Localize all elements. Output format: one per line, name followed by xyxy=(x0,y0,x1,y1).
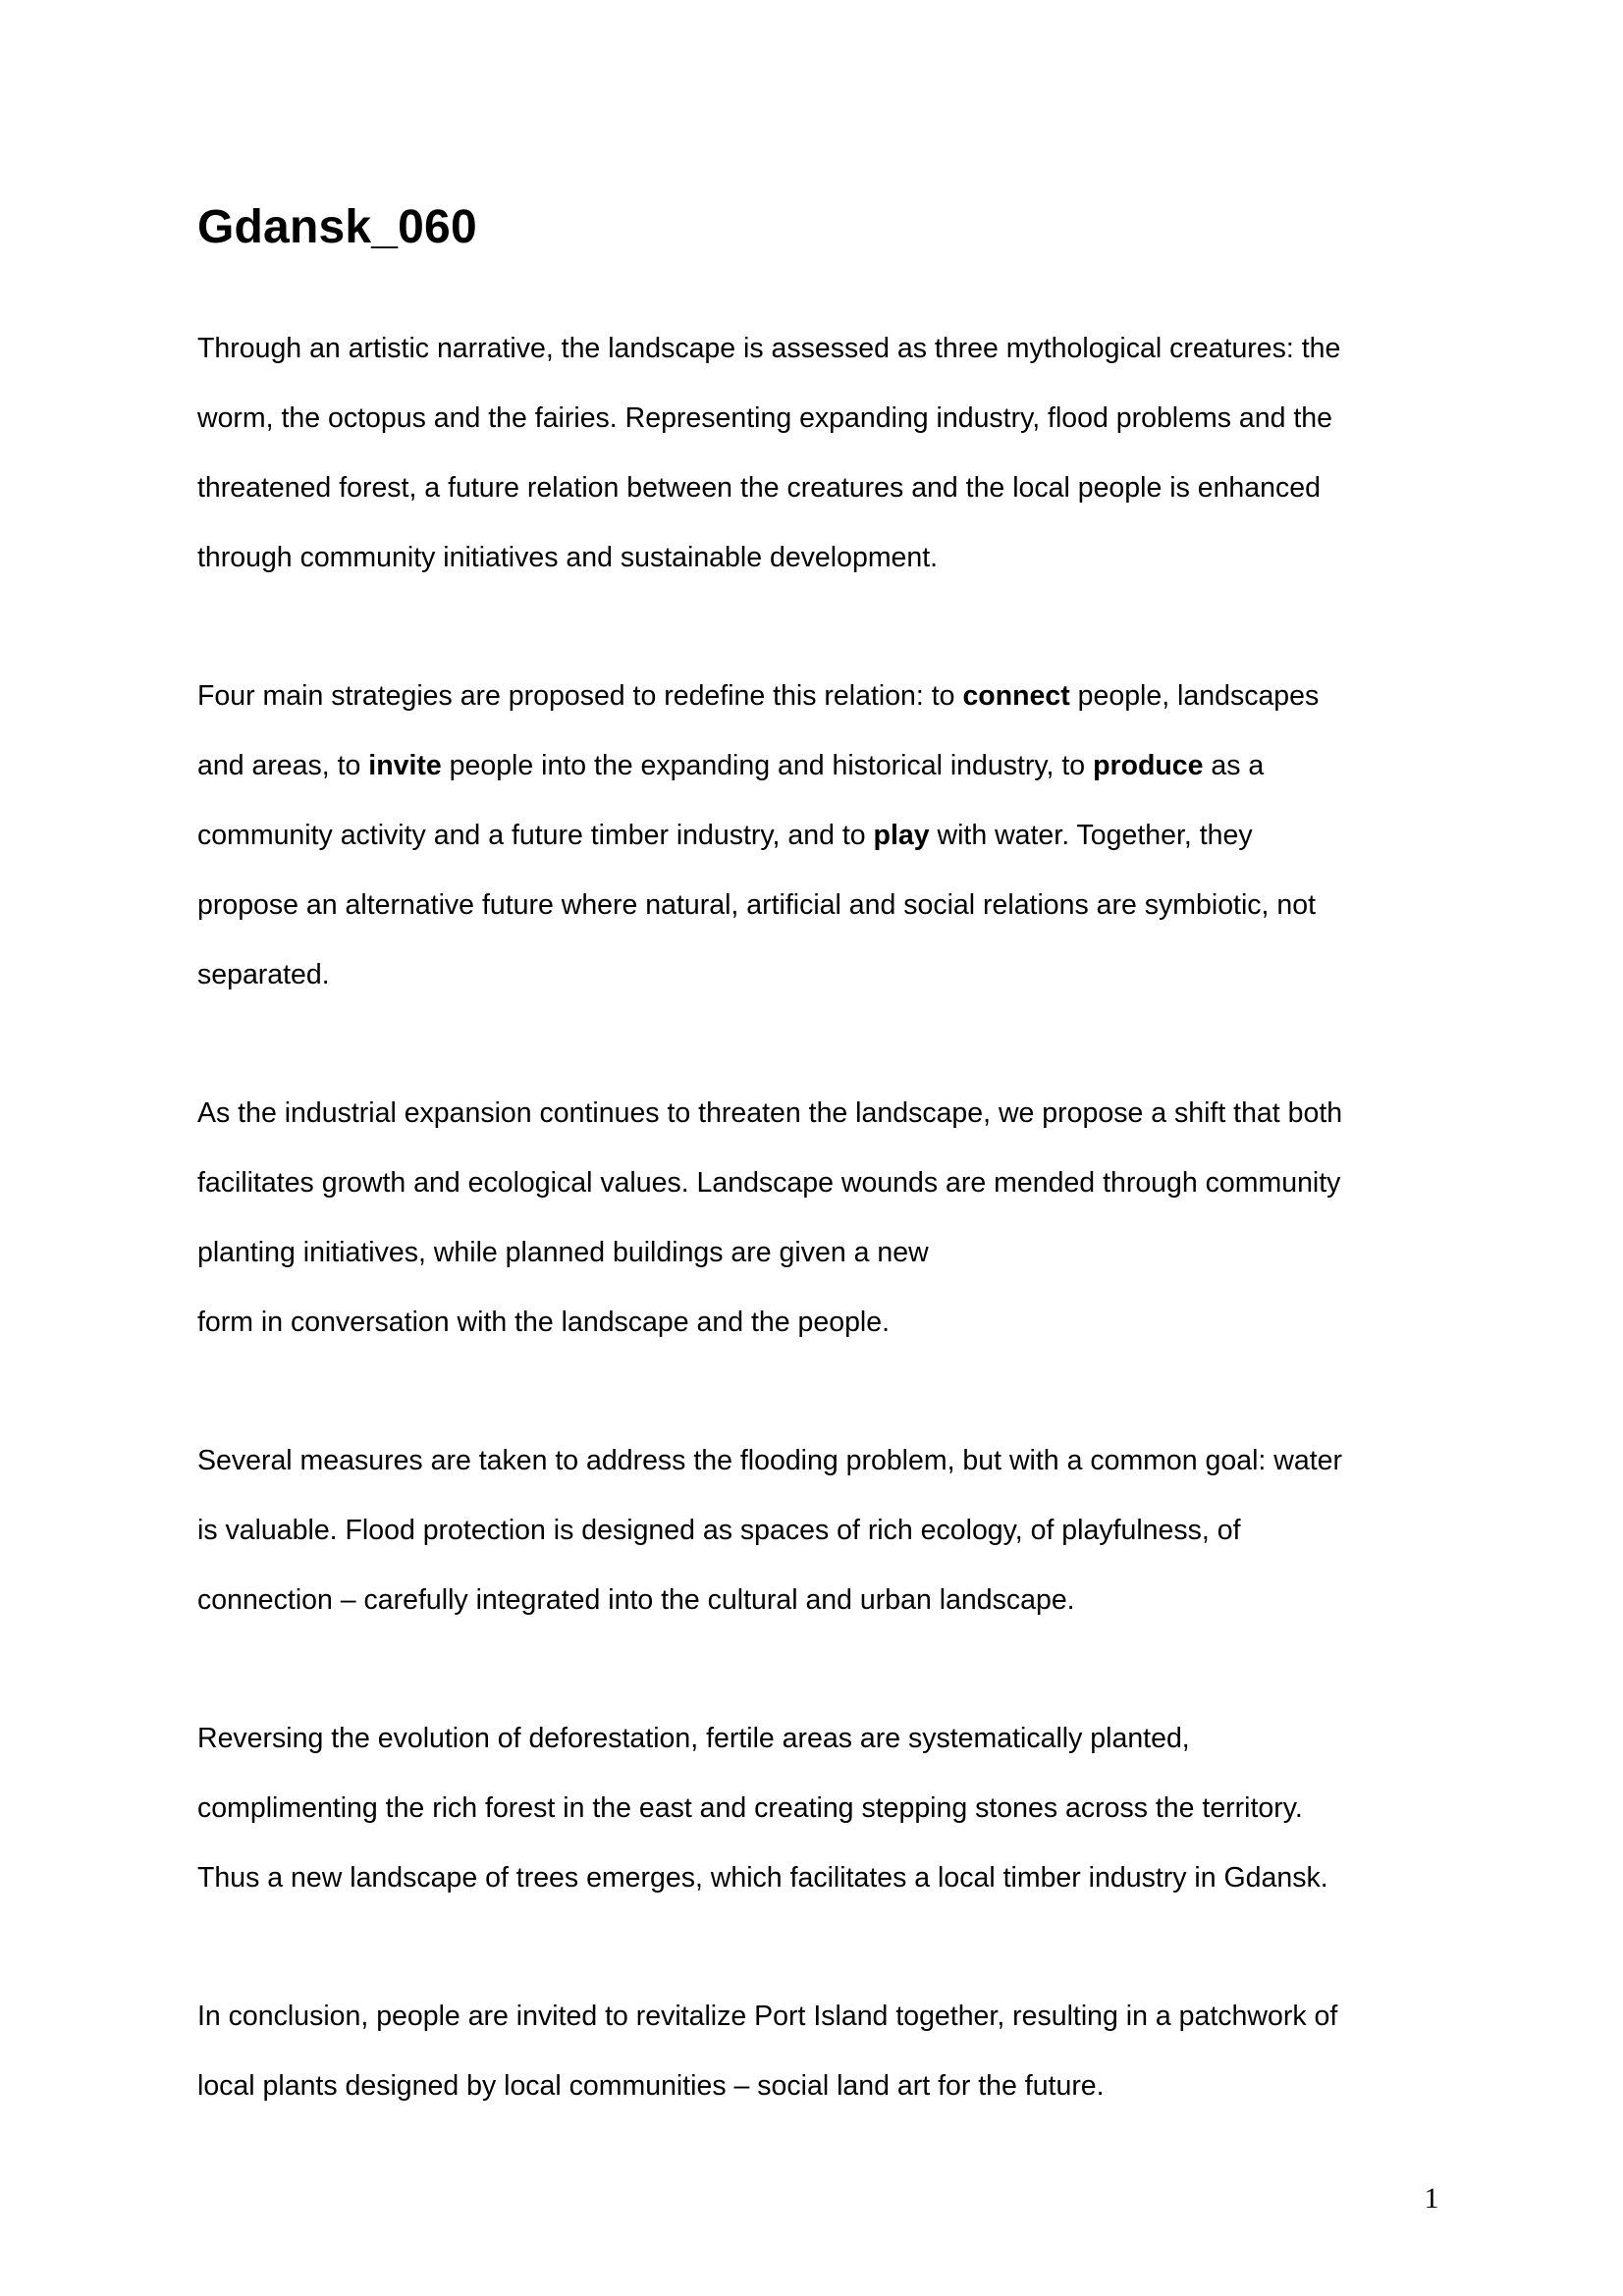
text-run: as a xyxy=(1203,750,1265,781)
text-line xyxy=(197,1704,1464,1774)
text-line xyxy=(197,454,1464,523)
text-line xyxy=(197,384,1464,454)
text-line xyxy=(197,731,1464,801)
paragraph xyxy=(197,1079,1464,1358)
text-run: with water. Together, they xyxy=(929,820,1253,851)
text-run: worm, the octopus and the fairies. Representing expanding industry, flood problems and the xyxy=(197,402,1332,434)
text-run: and areas, to xyxy=(197,750,369,781)
text-run: separated. xyxy=(197,959,330,990)
text-run: form in conversation with the landscape and the people. xyxy=(197,1307,891,1338)
paragraph xyxy=(197,1982,1464,2121)
paragraph xyxy=(197,1426,1464,1635)
text-run: complimenting the rich forest in the east and creating stepping stones across the territory. xyxy=(197,1792,1303,1824)
text-run: is valuable. Flood protection is designed as spaces of rich ecology, of playfulness, of xyxy=(197,1515,1241,1546)
text-line xyxy=(197,1982,1464,2052)
text-line xyxy=(197,940,1464,1010)
text-line xyxy=(197,1843,1464,1913)
text-line xyxy=(197,1566,1464,1635)
emphasized-term: produce xyxy=(1093,750,1204,781)
text-run: Reversing the evolution of deforestation, fertile areas are systematically planted, xyxy=(197,1723,1190,1754)
emphasized-term: invite xyxy=(368,750,442,781)
text-line xyxy=(197,1218,1464,1288)
paragraph-gap xyxy=(197,1913,1464,1982)
text-line xyxy=(197,1426,1464,1496)
text-run: planting initiatives, while planned buildings are given a new xyxy=(197,1237,929,1268)
text-run: Several measures are taken to address the flooding problem, but with a common goal: water xyxy=(197,1445,1342,1476)
document-title: Gdansk_060 xyxy=(197,201,477,253)
text-line xyxy=(197,1774,1464,1843)
text-run: As the industrial expansion continues to threaten the landscape, we propose a shift that both xyxy=(197,1097,1343,1129)
text-run: local plants designed by local communities – social land art for the future. xyxy=(197,2070,1105,2102)
paragraph xyxy=(197,662,1464,1010)
emphasized-term: play xyxy=(873,820,930,851)
text-line xyxy=(197,314,1464,384)
text-run: Four main strategies are proposed to redefine this relation: to xyxy=(197,680,963,712)
text-line xyxy=(197,523,1464,593)
text-run: connection – carefully integrated into the cultural and urban landscape. xyxy=(197,1584,1075,1616)
text-run: people into the expanding and historical industry, to xyxy=(441,750,1094,781)
text-line xyxy=(197,662,1464,731)
paragraph-gap xyxy=(197,593,1464,662)
paragraph xyxy=(197,1704,1464,1913)
emphasized-term: connect xyxy=(962,680,1070,712)
text-run: In conclusion, people are invited to revitalize Port Island together, resulting in a patchwork of xyxy=(197,2001,1338,2032)
text-run: threatened forest, a future relation between the creatures and the local people is enhanced xyxy=(197,472,1321,504)
text-run: community activity and a future timber industry, and to xyxy=(197,820,874,851)
text-run: Thus a new landscape of trees emerges, which facilitates a local timber industry in Gdansk. xyxy=(197,1862,1328,1894)
text-line xyxy=(197,2052,1464,2121)
text-run: facilitates growth and ecological values. Landscape wounds are mended through community xyxy=(197,1167,1341,1199)
text-run: Through an artistic narrative, the landscape is assessed as three mythological creatures: the xyxy=(197,333,1341,364)
text-run: propose an alternative future where natural, artificial and social relations are symbiotic, not xyxy=(197,889,1317,921)
text-run: people, landscapes xyxy=(1069,680,1320,712)
text-line xyxy=(197,801,1464,871)
text-line xyxy=(197,1148,1464,1218)
paragraph-gap xyxy=(197,1010,1464,1079)
page-number: 1 xyxy=(1424,2182,1439,2215)
document-body xyxy=(197,314,1464,2121)
text-run: through community initiatives and sustainable development. xyxy=(197,542,939,573)
text-line xyxy=(197,1496,1464,1566)
text-line xyxy=(197,871,1464,940)
paragraph-gap xyxy=(197,1635,1464,1704)
text-line xyxy=(197,1288,1464,1358)
paragraph-gap xyxy=(197,1358,1464,1426)
text-line xyxy=(197,1079,1464,1148)
paragraph xyxy=(197,314,1464,593)
